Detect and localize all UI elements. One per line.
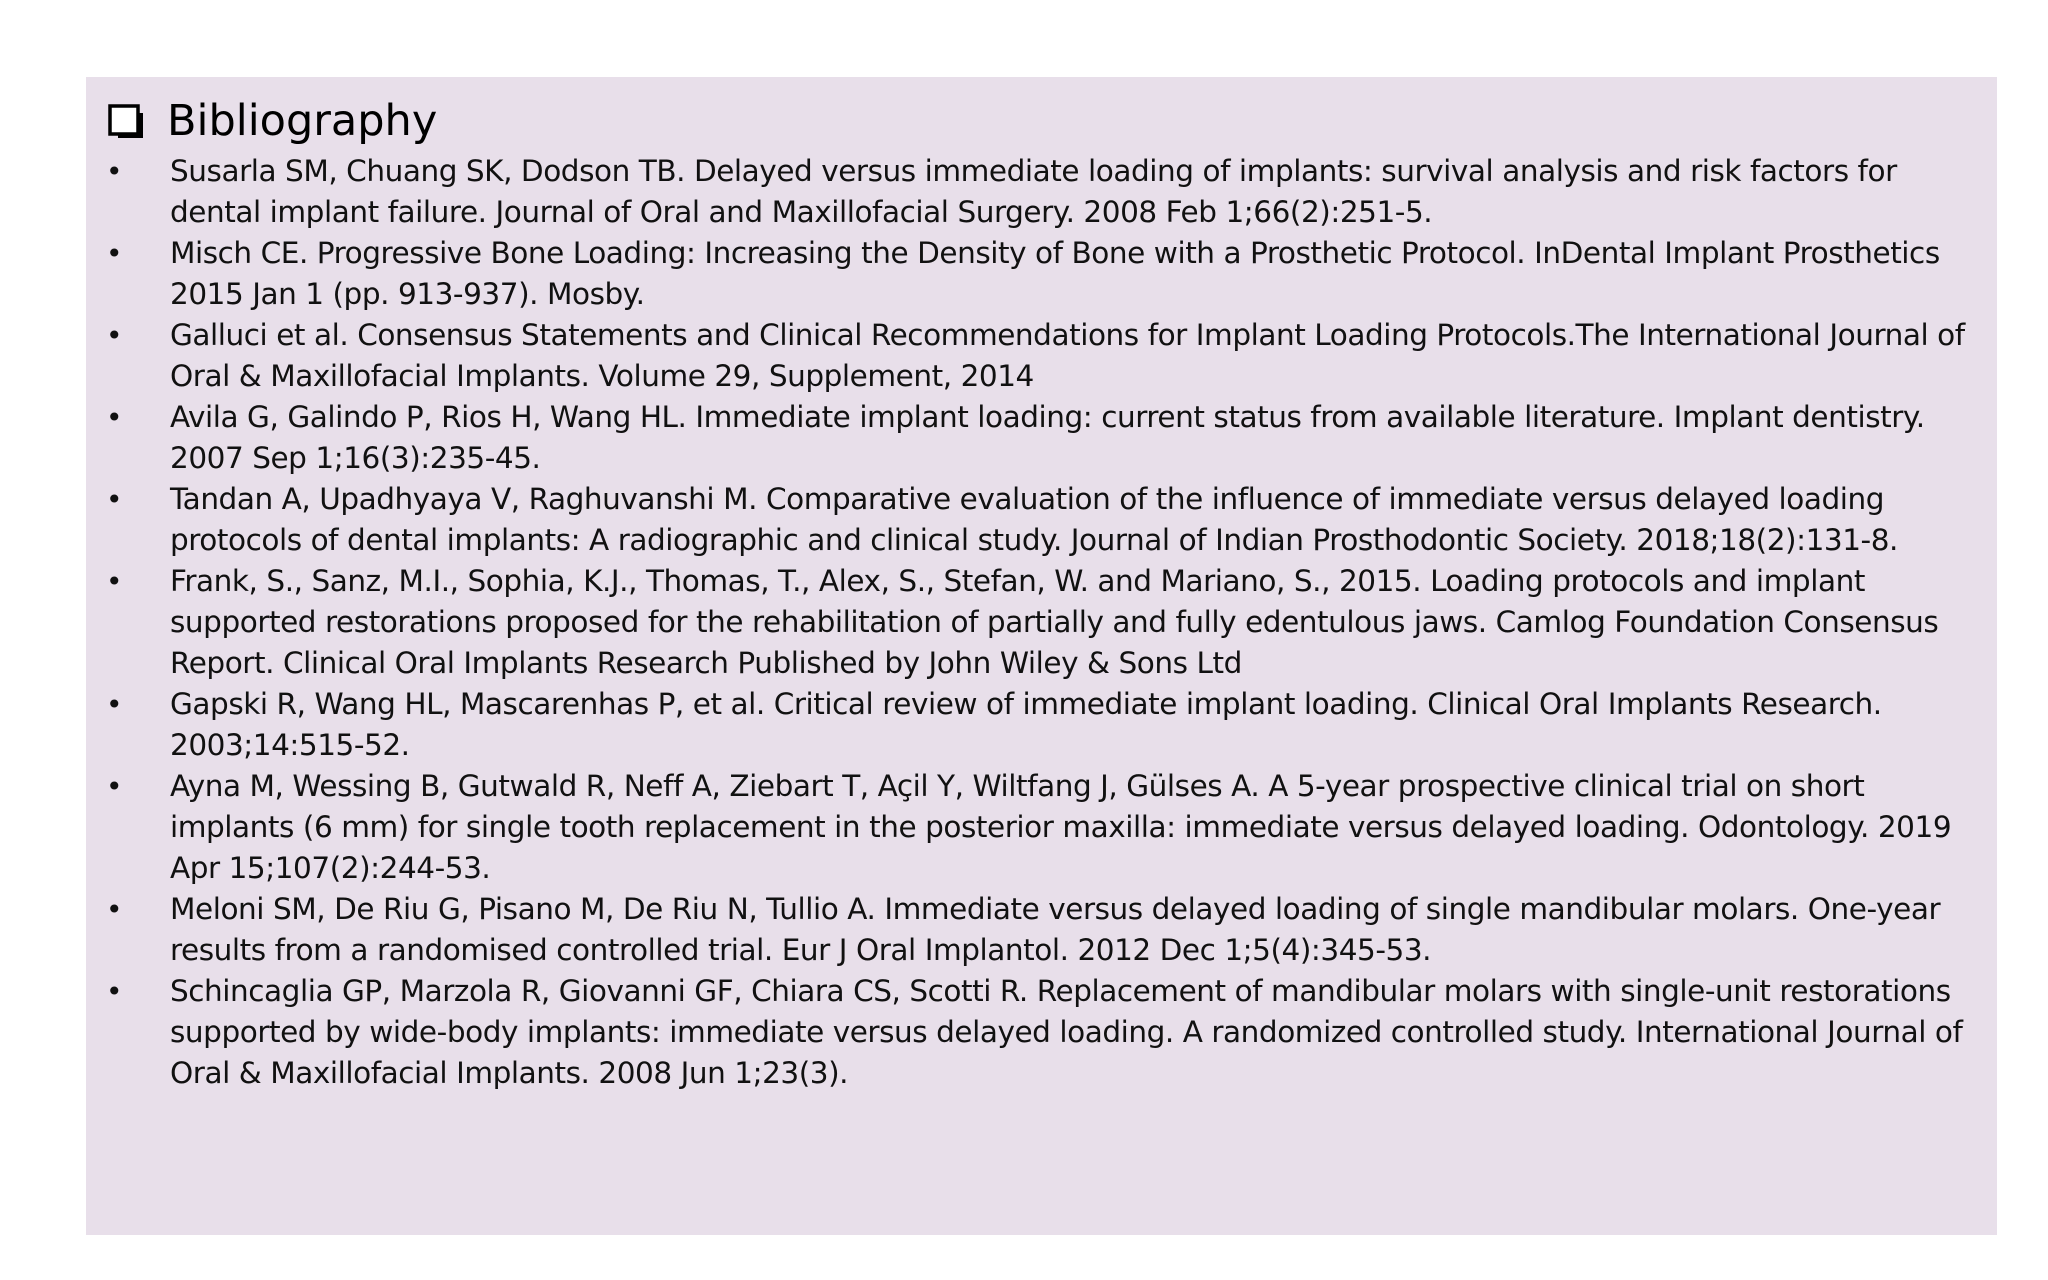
reference-item — [86, 684, 1997, 766]
bullet-icon: • — [106, 975, 123, 1008]
reference-list — [86, 151, 1997, 1094]
bibliography-heading — [108, 91, 437, 151]
bibliography-panel — [86, 77, 1997, 1235]
reference-text: Avila G, Galindo P, Rios H, Wang HL. Immediate implant loading: current status from available literature. Implant dentistry. 2007 Sep 1;16(3):235-45. — [170, 400, 1925, 475]
bullet-icon: • — [106, 155, 123, 188]
reference-item — [86, 233, 1997, 315]
reference-text: Tandan A, Upadhyaya V, Raghuvanshi M. Comparative evaluation of the influence of immediate versus delayed loading protocols of dental implants: A radiographic and clinical study. Journal of Indian Prosthodontic Society. 2018;18(2):131-8. — [170, 482, 1898, 557]
bullet-icon: • — [106, 565, 123, 598]
reference-text: Gapski R, Wang HL, Mascarenhas P, et al. Critical review of immediate implant loading. Clinical Oral Implants Research. 2003;14:515-52. — [170, 687, 1882, 762]
reference-item — [86, 561, 1997, 684]
page-title: Bibliography — [167, 96, 438, 146]
reference-text: Galluci et al. Consensus Statements and Clinical Recommendations for Implant Loading Protocols.The International Journal of Oral & Maxillofacial Implants. Volume 29, Supplement, 2014 — [170, 318, 1965, 393]
reference-text: Frank, S., Sanz, M.I., Sophia, K.J., Thomas, T., Alex, S., Stefan, W. and Mariano, S., 2015. Loading protocols and implant supported restorations proposed for the rehabilitation of partially and fully edentulous jaws. Camlog Foundation Consensus Report. Clinical Oral Implants Research Published by John Wiley & Sons Ltd — [170, 564, 1939, 680]
checkbox-icon — [108, 101, 148, 141]
bullet-icon: • — [106, 237, 123, 270]
reference-item — [86, 397, 1997, 479]
bullet-icon: • — [106, 893, 123, 926]
reference-item — [86, 315, 1997, 397]
reference-item — [86, 889, 1997, 971]
reference-item — [86, 766, 1997, 889]
reference-text: Susarla SM, Chuang SK, Dodson TB. Delayed versus immediate loading of implants: survival analysis and risk factors for dental implant failure. Journal of Oral and Maxillofacial Surgery. 2008 Feb 1;66(2):251-5. — [170, 154, 1897, 229]
reference-item — [86, 479, 1997, 561]
bullet-icon: • — [106, 770, 123, 803]
reference-text: Misch CE. Progressive Bone Loading: Increasing the Density of Bone with a Prosthetic Protocol. InDental Implant Prosthetics 2015 Jan 1 (pp. 913-937). Mosby. — [170, 236, 1940, 311]
reference-text: Ayna M, Wessing B, Gutwald R, Neff A, Ziebart T, Açil Y, Wiltfang J, Gülses A. A 5-year prospective clinical trial on short implants (6 mm) for single tooth replacement in the posterior maxilla: immediate versus delayed loading. Odontology. 2019 Apr 15;107(2):244-53. — [170, 769, 1952, 885]
bullet-icon: • — [106, 688, 123, 721]
bullet-icon: • — [106, 319, 123, 352]
bullet-icon: • — [106, 483, 123, 516]
reference-text: Schincaglia GP, Marzola R, Giovanni GF, Chiara CS, Scotti R. Replacement of mandibular molars with single-unit restorations supported by wide-body implants: immediate versus delayed loading. A randomized controlled study. International Journal of Oral & Maxillofacial Implants. 2008 Jun 1;23(3). — [170, 974, 1963, 1090]
reference-item — [86, 971, 1997, 1094]
reference-text: Meloni SM, De Riu G, Pisano M, De Riu N, Tullio A. Immediate versus delayed loading of single mandibular molars. One-year results from a randomised controlled trial. Eur J Oral Implantol. 2012 Dec 1;5(4):345-53. — [170, 892, 1941, 967]
reference-item — [86, 151, 1997, 233]
bullet-icon: • — [106, 401, 123, 434]
